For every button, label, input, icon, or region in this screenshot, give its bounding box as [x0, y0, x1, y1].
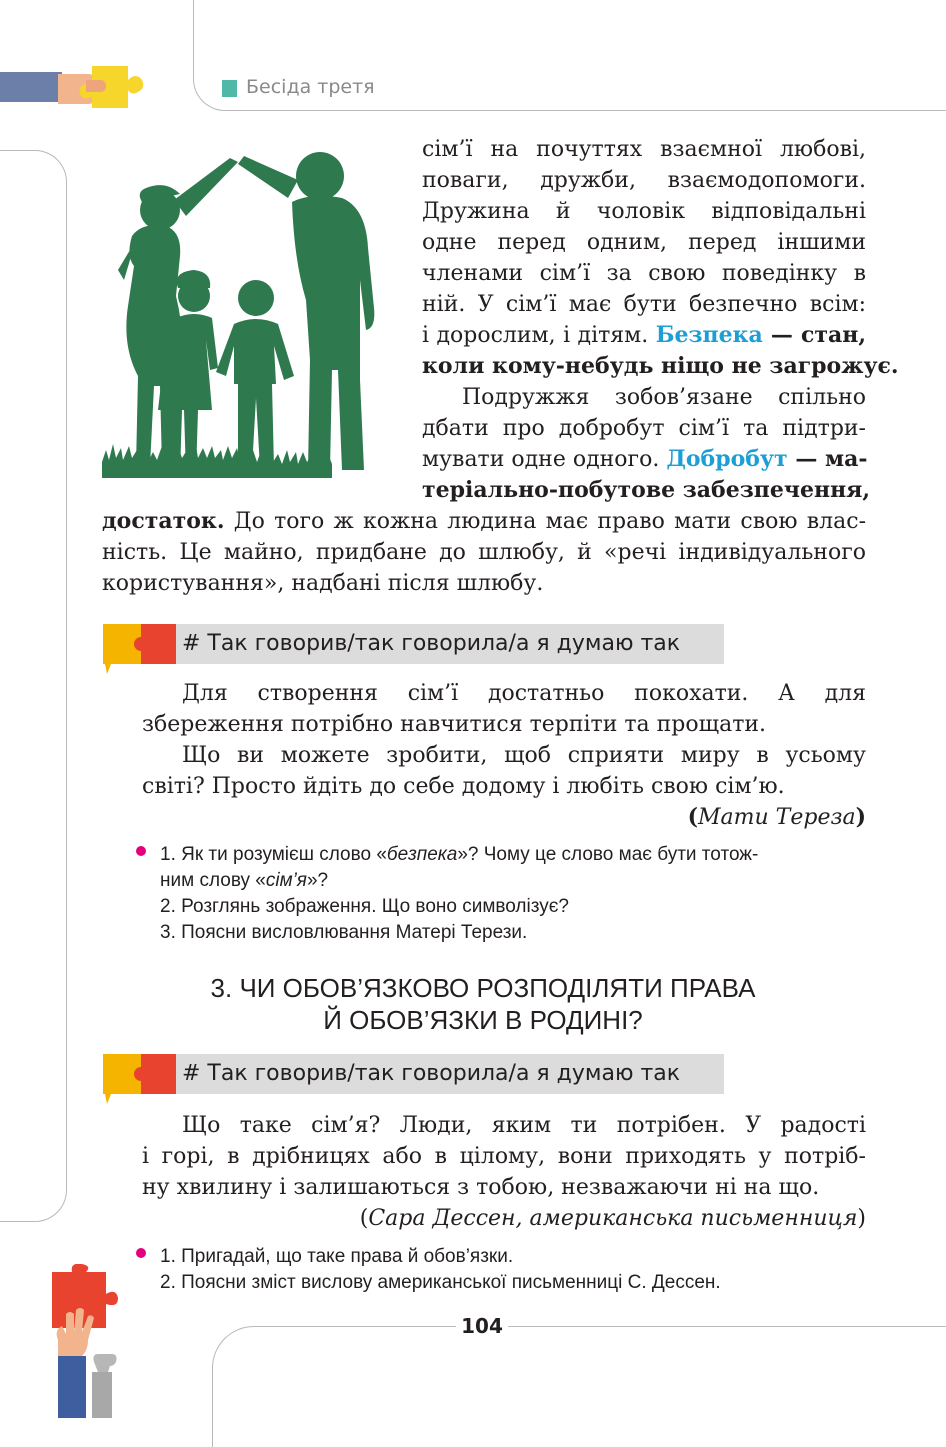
definition-text: коли кому-небудь ніщо не загрожує. — [422, 353, 899, 379]
section-title — [100, 972, 866, 1036]
page-number-label: 104 — [461, 1314, 503, 1338]
task-item-continued — [160, 868, 866, 894]
definition-text: — ма- — [787, 446, 868, 472]
definition-text: — стан, — [762, 322, 866, 348]
speech-bubbles-icon — [103, 1054, 179, 1106]
family-silhouette-image — [102, 140, 398, 478]
text-fragment: До того ж кожна людина має право мати свою влас- — [224, 509, 866, 534]
text-line: ність. Це майно, придбане до шлюбу, й «речі індивідуального — [102, 540, 866, 565]
text-fragment: і дорослим, і дітям. — [422, 323, 656, 348]
text-line: членами сім’ї за свою поведінку в — [422, 261, 866, 286]
term-italic: безпека — [386, 844, 458, 865]
text-fragment: »? — [306, 870, 329, 891]
bullet-icon — [136, 846, 146, 856]
text-line — [422, 320, 866, 351]
divider — [508, 1326, 946, 1327]
frame-bottom-line — [212, 1326, 946, 1447]
task-item — [160, 842, 866, 868]
term-welfare: Добробут — [666, 446, 788, 472]
author-name: Мати Тереза — [698, 805, 856, 830]
raised-hands-puzzle-icon — [44, 1264, 124, 1418]
speech-bubbles-icon — [103, 624, 179, 676]
quote-text — [142, 1110, 866, 1234]
quote-header-bar — [176, 1054, 724, 1094]
quote-header-label: # Так говорив/так говорила/а я думаю так — [182, 1061, 681, 1086]
text-line: дбати про добробут сім’ї та підтри- — [422, 416, 866, 441]
bullet-icon — [136, 1248, 146, 1258]
section-title-line: 3. ЧИ ОБОВ’ЯЗКОВО РОЗПОДІЛЯТИ ПРАВА — [210, 973, 756, 1003]
intro-text-right — [422, 134, 899, 506]
quote-header-label: # Так говорив/так говорила/а я думаю так — [182, 631, 681, 656]
text-line: Для створення сім’ї достатньо покохати. А для — [182, 681, 866, 706]
quote-header-bar — [176, 624, 724, 664]
quote-author: (Мати Тереза) — [687, 804, 866, 830]
page-number — [456, 1314, 508, 1338]
task-list — [160, 842, 866, 946]
task-list — [160, 1244, 866, 1296]
hand-puzzle-icon — [0, 62, 160, 118]
term-italic: сім’я — [265, 870, 307, 891]
text-line: одне перед одним, перед іншими — [422, 230, 866, 255]
text-line: користування», надбані після шлюбу. — [102, 571, 544, 596]
text-line: Дружина й чоловік відповідальні — [422, 199, 866, 224]
text-line — [422, 444, 866, 475]
text-fragment: мувати одне одного. — [422, 447, 667, 472]
author-name: Сара Дессен, американська письменниця — [368, 1206, 858, 1231]
text-line: ну хвилину і залишаються з тобою, незважаючи ні на що. — [142, 1175, 820, 1200]
task-item: 2. Розглянь зображення. Що воно символізує? — [160, 896, 569, 917]
quote-text — [142, 678, 866, 833]
task-item: 3. Поясни висловлювання Матері Терези. — [160, 922, 528, 943]
definition-text: теріально-побутове забезпечення, — [422, 477, 871, 503]
text-fragment: 1. Як ти розумієш слово « — [160, 844, 387, 865]
task-item: 2. Поясни зміст вислову американської письменниці С. Дессен. — [160, 1272, 721, 1293]
text-line: і горі, в дрібницях або в цілому, вони приходять у потріб- — [142, 1144, 866, 1169]
text-line — [102, 506, 866, 537]
text-fragment: ним слову « — [160, 870, 266, 891]
definition-text: достаток. — [102, 508, 225, 534]
section-title-line: Й ОБОВ’ЯЗКИ В РОДИНІ? — [323, 1005, 643, 1035]
text-line: ній. У сім’ї має бути безпечно всім: — [422, 292, 866, 317]
text-line: Подружжя зобов’язане спільно — [462, 385, 866, 410]
task-item: 1. Пригадай, що таке права й обов’язки. — [160, 1246, 514, 1267]
term-safety: Безпека — [655, 322, 763, 348]
frame-left-line — [0, 150, 67, 1222]
text-line: поваги, дружби, взаємодопомоги. — [422, 168, 866, 193]
section-header: Бесіда третя — [246, 76, 375, 98]
quote-author: (Сара Дессен, американська письменниця) — [359, 1206, 866, 1231]
text-line: Що таке сім’я? Люди, яким ти потрібен. У радості — [182, 1113, 866, 1138]
intro-text-full — [102, 506, 866, 599]
text-line: збереження потрібно навчитися терпіти та прощати. — [142, 712, 767, 737]
section-marker-icon — [222, 80, 237, 97]
text-line: світі? Просто йдіть до себе додому і любіть свою сім’ю. — [142, 774, 785, 799]
text-line: Що ви можете зробити, щоб сприяти миру в усьому — [182, 743, 866, 768]
text-fragment: »? Чому це слово має бути тотож- — [457, 844, 759, 865]
text-line: сім’ї на почуттях взаємної любові, — [422, 137, 866, 162]
